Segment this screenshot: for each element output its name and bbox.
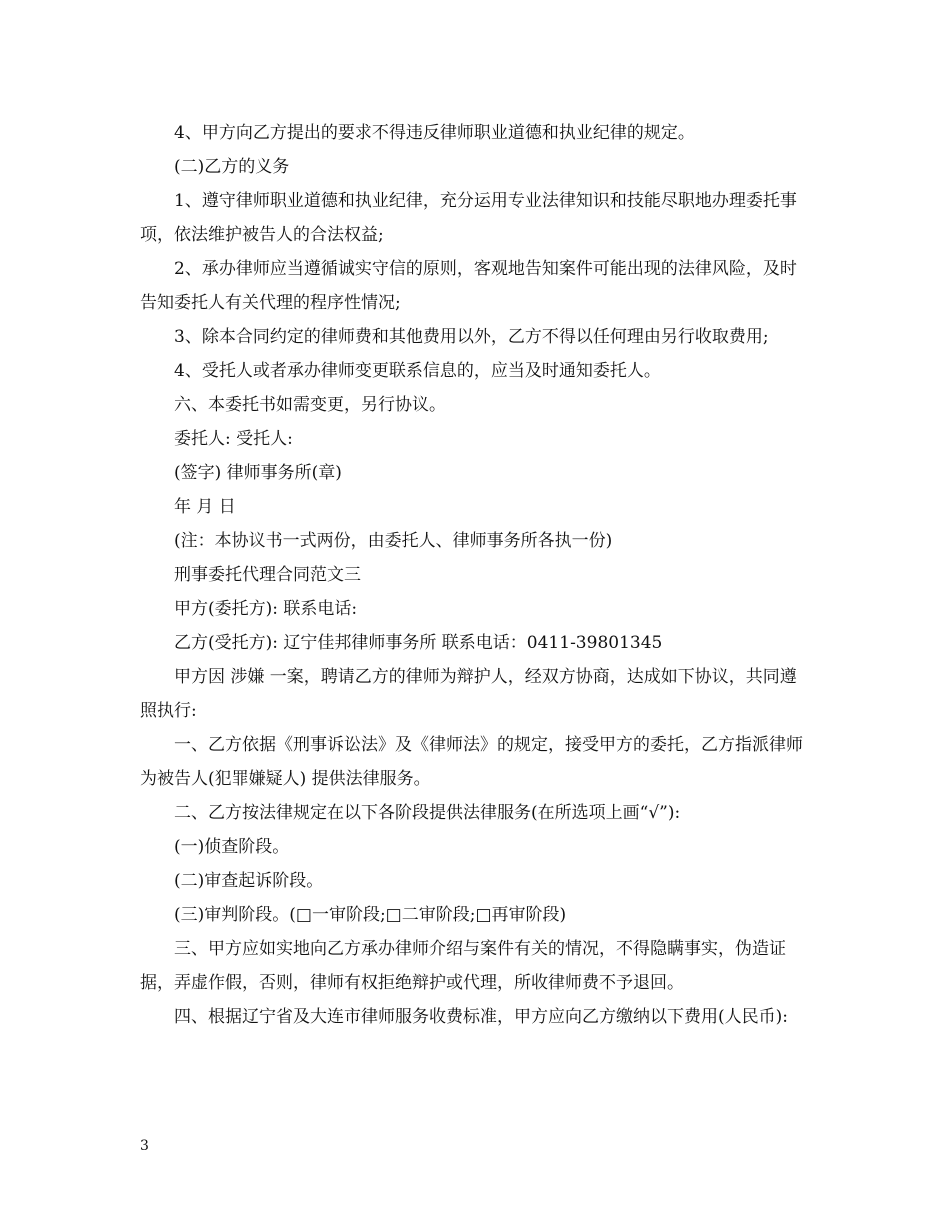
stage-item: (一)侦查阶段。	[174, 837, 290, 857]
date-line: 年 月 日	[174, 497, 236, 517]
paragraph: 4、甲方向乙方提出的要求不得违反律师职业道德和执业纪律的规定。	[174, 123, 695, 143]
paragraph: 四、根据辽宁省及大连市律师服务收费标准，甲方应向乙方缴纳以下费用(人民币):	[174, 1007, 788, 1027]
page-number: 3	[140, 1138, 149, 1154]
stage-item: (三)审判阶段。(□一审阶段;□二审阶段;□再审阶段)	[174, 905, 567, 925]
paragraph: 六、本委托书如需变更，另行协议。	[174, 395, 446, 415]
signature-line: (签字) 律师事务所(章)	[174, 463, 342, 483]
paragraph: 三、甲方应如实地向乙方承办律师介绍与案件有关的情况，不得隐瞒事实，伪造证据，弄虚作假，否则，律师有权拒绝辩护或代理，所收律师费不予退回。	[140, 939, 786, 993]
contract-title: 刑事委托代理合同范文三	[174, 565, 361, 585]
document-body	[140, 116, 812, 1034]
paragraph: 二、乙方按法律规定在以下各阶段提供法律服务(在所选项上画“√”):	[174, 803, 681, 823]
signature-parties: 委托人: 受托人:	[174, 429, 293, 449]
paragraph: 甲方因 涉嫌 一案，聘请乙方的律师为辩护人，经双方协商，达成如下协议，共同遵照执行:	[140, 667, 797, 721]
party-b-line: 乙方(受托方): 辽宁佳邦律师事务所 联系电话：0411-39801345	[174, 633, 663, 653]
paragraph: 1、遵守律师职业道德和执业纪律，充分运用专业法律知识和技能尽职地办理委托事项，依法维护被告人的合法权益;	[140, 191, 797, 245]
paragraph: 一、乙方依据《刑事诉讼法》及《律师法》的规定，接受甲方的委托，乙方指派律师 为被告人(犯罪嫌疑人) 提供法律服务。	[140, 735, 803, 789]
section-heading: (二)乙方的义务	[174, 157, 290, 177]
paragraph: 4、受托人或者承办律师变更联系信息的，应当及时通知委托人。	[174, 361, 661, 381]
paragraph: 2、承办律师应当遵循诚实守信的原则，客观地告知案件可能出现的法律风险，及时告知委托人有关代理的程序性情况;	[140, 259, 797, 313]
party-a-line: 甲方(委托方): 联系电话:	[174, 599, 358, 619]
stage-item: (二)审查起诉阶段。	[174, 871, 324, 891]
paragraph: 3、除本合同约定的律师费和其他费用以外，乙方不得以任何理由另行收取费用;	[174, 327, 769, 347]
note: (注：本协议书一式两份，由委托人、律师事务所各执一份)	[174, 531, 613, 551]
